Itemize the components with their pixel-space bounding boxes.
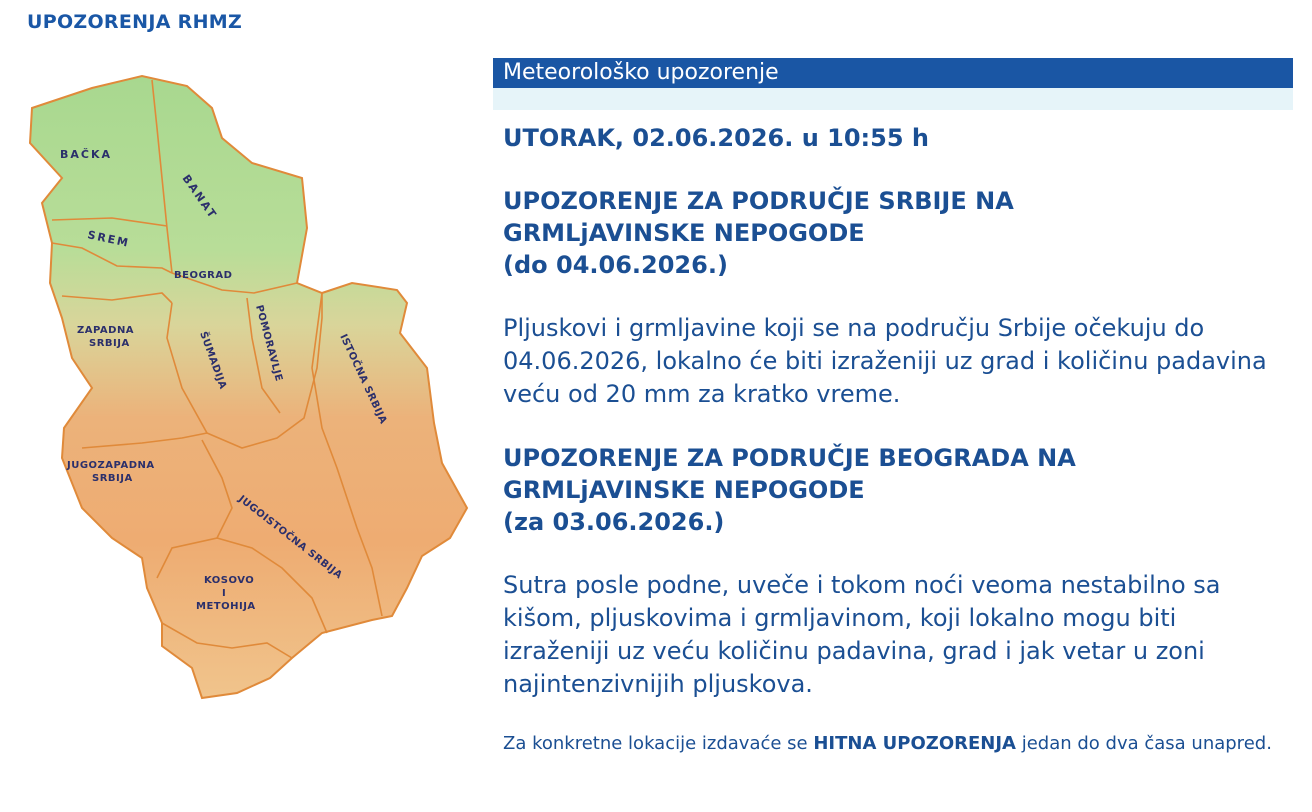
warning-text-belgrade: Sutra posle podne, uveče i tokom noći veoma nestabilno sa kišom, pljuskovima i grmljavinom, koji lokalno mogu biti izraženiji uz veću količinu padavina, grad i jak vetar u zoni najintenzivnijih pljuskova. <box>503 571 1221 698</box>
region-kosovo-line1[interactable]: KOSOVO <box>204 575 255 586</box>
warning-text-serbia: Pljuskovi i grmljavine koji se na području Srbije očekuju do 04.06.2026, lokalno će biti izraženiji uz grad i količinu padavina veću od 20 mm za kratko vreme. <box>503 314 1267 408</box>
region-beograd[interactable]: BEOGRAD <box>174 270 233 281</box>
region-banat[interactable]: BANAT <box>179 172 220 222</box>
warning-title-line: GRMLjAVINSKE NEPOGODE <box>503 476 865 504</box>
warning-content <box>493 122 1293 756</box>
region-jugoistocna-srbija[interactable]: JUGOISTOČNA SRBIJA <box>236 493 345 582</box>
page-title: UPOZORENJA RHMZ <box>27 11 243 33</box>
warning-title-serbia <box>503 185 1273 281</box>
region-kosovo-line3[interactable]: METOHIJA <box>196 601 256 612</box>
footnote-emphasis: HITNA UPOZORENJA <box>813 733 1016 754</box>
region-jugozapadna-srbija-line1[interactable]: JUGOZAPADNA <box>67 460 155 471</box>
region-zapadna-srbija-line1[interactable]: ZAPADNA <box>77 325 135 336</box>
region-pomoravlje[interactable]: POMORAVLJE <box>253 303 285 383</box>
panel-header: Meteorološko upozorenje <box>493 58 1293 88</box>
footnote-text: jedan do dva časa unapred. <box>1015 733 1272 754</box>
region-kosovo-line2[interactable]: I <box>222 588 227 599</box>
warning-title-line: (do 04.06.2026.) <box>503 251 728 279</box>
warning-panel <box>493 58 1293 756</box>
region-zapadna-srbija-line2[interactable]: SRBIJA <box>89 338 130 349</box>
warning-title-line: UPOZORENJE ZA PODRUČJE BEOGRADA NA <box>503 444 1076 472</box>
region-sumadija[interactable]: ŠUMADIJA <box>197 330 229 391</box>
warning-title-line: UPOZORENJE ZA PODRUČJE SRBIJE NA <box>503 187 1014 215</box>
warning-title-line: GRMLjAVINSKE NEPOGODE <box>503 219 865 247</box>
panel-subheader-band <box>493 88 1293 110</box>
serbia-region-map[interactable] <box>22 68 472 708</box>
region-srem[interactable]: SREM <box>86 228 132 250</box>
region-jugozapadna-srbija-line2[interactable]: SRBIJA <box>92 473 133 484</box>
issue-date: UTORAK, 02.06.2026. u 10:55 h <box>503 124 929 152</box>
warning-title-belgrade <box>503 442 1273 538</box>
footnote-text: Za konkretne lokacije izdavaće se <box>503 733 814 754</box>
region-istocna-srbija[interactable]: ISTOČNA SRBIJA <box>337 332 389 426</box>
warning-title-line: (za 03.06.2026.) <box>503 508 725 536</box>
region-backa[interactable]: BAČKA <box>60 148 113 161</box>
footnote <box>503 731 1273 756</box>
